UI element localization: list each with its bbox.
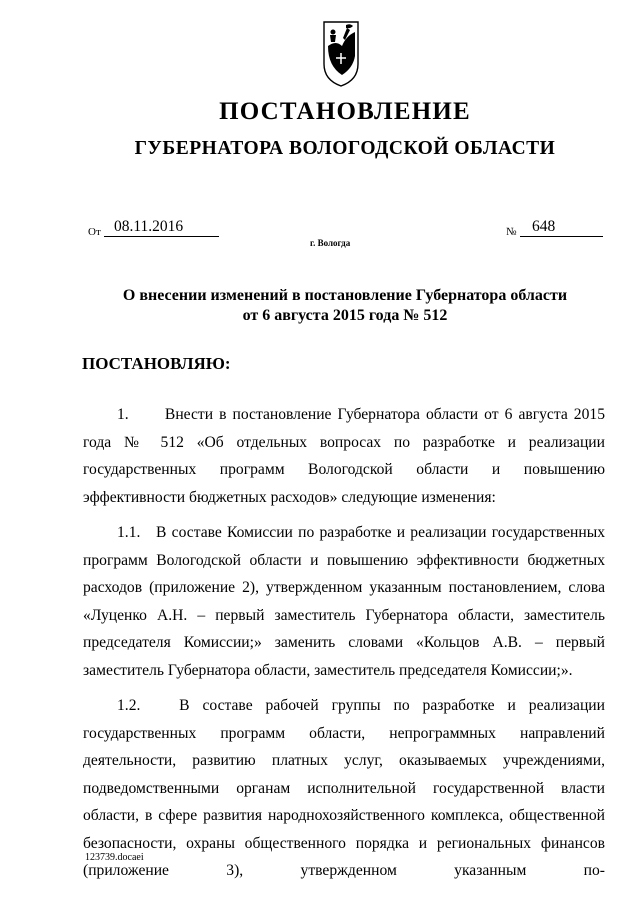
- paragraph-1: 1. Внести в постановление Губернатора области от 6 августа 2015 года № 512 «Об отдельных вопросах по разработке и реализации государственных программ Вологодской области и повышению эффективности бюджетных расходов» следующие изменения:: [83, 406, 605, 506]
- paragraph-1-2: 1.2. В составе рабочей группы по разработке и реализации государственных программ области, непрограммных направлений деятельности, развитию платных услуг, оказываемых учреждениями, подведомственными органам исполнительной государственной власти области, в сфере развития народнохозяйственного комплекса, общественной безопасности, охраны общественного порядка и региональных финансов (приложение 3), утвержденном указанным по-: [83, 697, 605, 879]
- subject-line-1: О внесении изменений в постановление Губернатора области: [122, 287, 568, 304]
- city-label: г. Вологда: [310, 238, 351, 248]
- decree-heading: ПОСТАНОВЛЯЮ:: [82, 354, 231, 373]
- subject-line-2: от 6 августа 2015 года № 512: [242, 307, 448, 324]
- paragraph-1-1: 1.1. В составе Комиссии по разработке и реализации государственных программ Вологодской области и повышению эффективности бюджетных расходов (приложение 2), утвержденном указанным постановлением, слова «Луценко А.Н. – первый заместитель Губернатора области, заместитель председателя Комиссии;» заменить словами «Кольцов А.В. – первый заместитель Губернатора области, заместитель председателя Комиссии;».: [83, 524, 605, 679]
- number-value: 648: [520, 218, 603, 237]
- document-subject: [0, 286, 640, 326]
- document-body: [83, 401, 605, 885]
- date-label: От: [88, 226, 101, 238]
- date-value: 08.11.2016: [104, 218, 219, 237]
- number-label: №: [506, 226, 517, 238]
- file-name: 123739.docaei: [85, 852, 144, 863]
- document-title: ПОСТАНОВЛЕНИЕ: [219, 98, 471, 125]
- vologda-coat-of-arms-icon: [322, 20, 360, 88]
- document-issuer: ГУБЕРНАТОРА ВОЛОГОДСКОЙ ОБЛАСТИ: [134, 138, 556, 159]
